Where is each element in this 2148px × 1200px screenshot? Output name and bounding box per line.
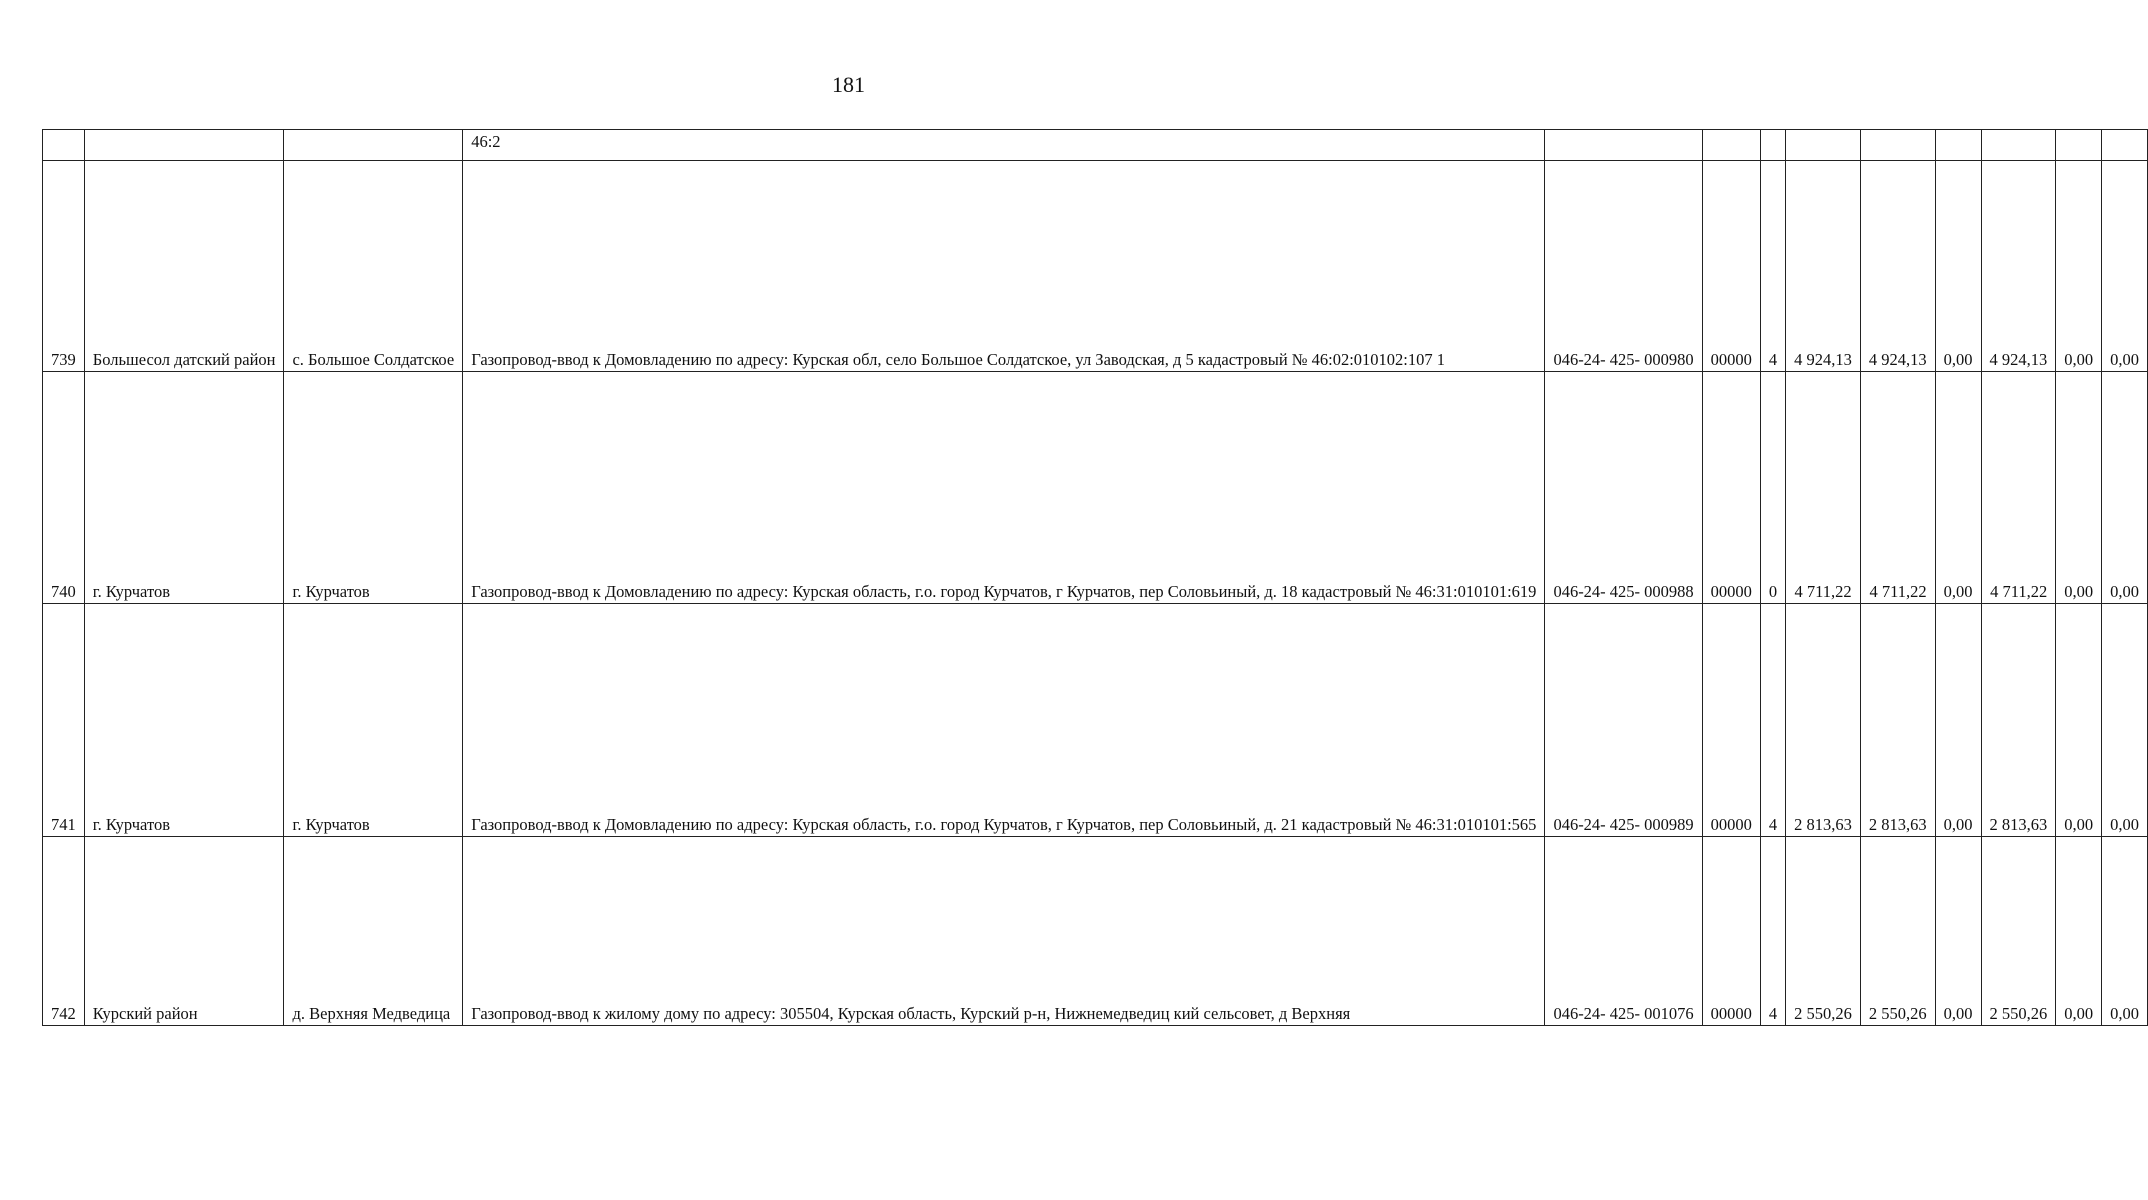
continuation-cell: 46:2 xyxy=(463,130,1545,161)
value-cell-2: 4 924,13 xyxy=(1860,161,1935,372)
sub-code-cell: 00000 xyxy=(1702,837,1760,1026)
sub-code-cell: 00000 xyxy=(1702,161,1760,372)
value-cell-1: 4 924,13 xyxy=(1786,161,1861,372)
value-cell-6: 0,00 xyxy=(2102,837,2148,1026)
group-cell: 0 xyxy=(1760,372,1785,604)
district-cell: г. Курчатов xyxy=(84,604,284,837)
page-number: 181 xyxy=(832,72,865,97)
code-cell: 046-24- 425- 000980 xyxy=(1545,161,1702,372)
value-cell-6: 0,00 xyxy=(2102,372,2148,604)
code-cell: 046-24- 425- 001076 xyxy=(1545,837,1702,1026)
district-cell: Курский район xyxy=(84,837,284,1026)
continuation-row xyxy=(43,130,2148,161)
object-cell: Газопровод-ввод к жилому дому по адресу: 305504, Курская область, Курский р-н, Нижнемедведиц кий сельсовет, д Верхняя xyxy=(463,837,1545,1026)
group-cell: 4 xyxy=(1760,837,1785,1026)
value-cell-4: 4 924,13 xyxy=(1981,161,2056,372)
sub-code-cell: 00000 xyxy=(1702,372,1760,604)
value-cell-4: 4 711,22 xyxy=(1981,372,2056,604)
value-cell-1: 4 711,22 xyxy=(1786,372,1861,604)
value-cell-4: 2 550,26 xyxy=(1981,837,2056,1026)
table-row xyxy=(43,372,2148,604)
code-cell: 046-24- 425- 000988 xyxy=(1545,372,1702,604)
table-row xyxy=(43,837,2148,1026)
row-number: 740 xyxy=(43,372,85,604)
value-cell-3: 0,00 xyxy=(1935,604,1981,837)
value-cell-1: 2 550,26 xyxy=(1786,837,1861,1026)
value-cell-3: 0,00 xyxy=(1935,837,1981,1026)
table-row xyxy=(43,161,2148,372)
value-cell-6: 0,00 xyxy=(2102,161,2148,372)
value-cell-5: 0,00 xyxy=(2056,837,2102,1026)
settlement-cell: г. Курчатов xyxy=(284,604,463,837)
value-cell-5: 0,00 xyxy=(2056,604,2102,837)
row-number: 741 xyxy=(43,604,85,837)
value-cell-3: 0,00 xyxy=(1935,372,1981,604)
value-cell-3: 0,00 xyxy=(1935,161,1981,372)
row-number: 739 xyxy=(43,161,85,372)
value-cell-5: 0,00 xyxy=(2056,161,2102,372)
sub-code-cell: 00000 xyxy=(1702,604,1760,837)
group-cell: 4 xyxy=(1760,604,1785,837)
value-cell-2: 2 813,63 xyxy=(1860,604,1935,837)
value-cell-1: 2 813,63 xyxy=(1786,604,1861,837)
group-cell: 4 xyxy=(1760,161,1785,372)
value-cell-6: 0,00 xyxy=(2102,604,2148,837)
settlement-cell: д. Верхняя Медведица xyxy=(284,837,463,1026)
object-cell: Газопровод-ввод к Домовладению по адресу: Курская область, г.о. город Курчатов, г Курчатов, пер Соловьиный, д. 21 кадастровый № 46:31:010101:565 xyxy=(463,604,1545,837)
value-cell-4: 2 813,63 xyxy=(1981,604,2056,837)
table-row xyxy=(43,604,2148,837)
value-cell-2: 2 550,26 xyxy=(1860,837,1935,1026)
value-cell-2: 4 711,22 xyxy=(1860,372,1935,604)
district-cell: Большесол датский район xyxy=(84,161,284,372)
value-cell-5: 0,00 xyxy=(2056,372,2102,604)
code-cell: 046-24- 425- 000989 xyxy=(1545,604,1702,837)
district-cell: г. Курчатов xyxy=(84,372,284,604)
object-cell: Газопровод-ввод к Домовладению по адресу: Курская область, г.о. город Курчатов, г Курчатов, пер Соловьиный, д. 18 кадастровый № 46:31:010101:619 xyxy=(463,372,1545,604)
object-cell: Газопровод-ввод к Домовладению по адресу: Курская обл, село Большое Солдатское, ул Заводская, д 5 кадастровый № 46:02:010102:107 1 xyxy=(463,161,1545,372)
settlement-cell: г. Курчатов xyxy=(284,372,463,604)
register-table xyxy=(42,129,2148,1026)
row-number: 742 xyxy=(43,837,85,1026)
settlement-cell: с. Большое Солдатское xyxy=(284,161,463,372)
